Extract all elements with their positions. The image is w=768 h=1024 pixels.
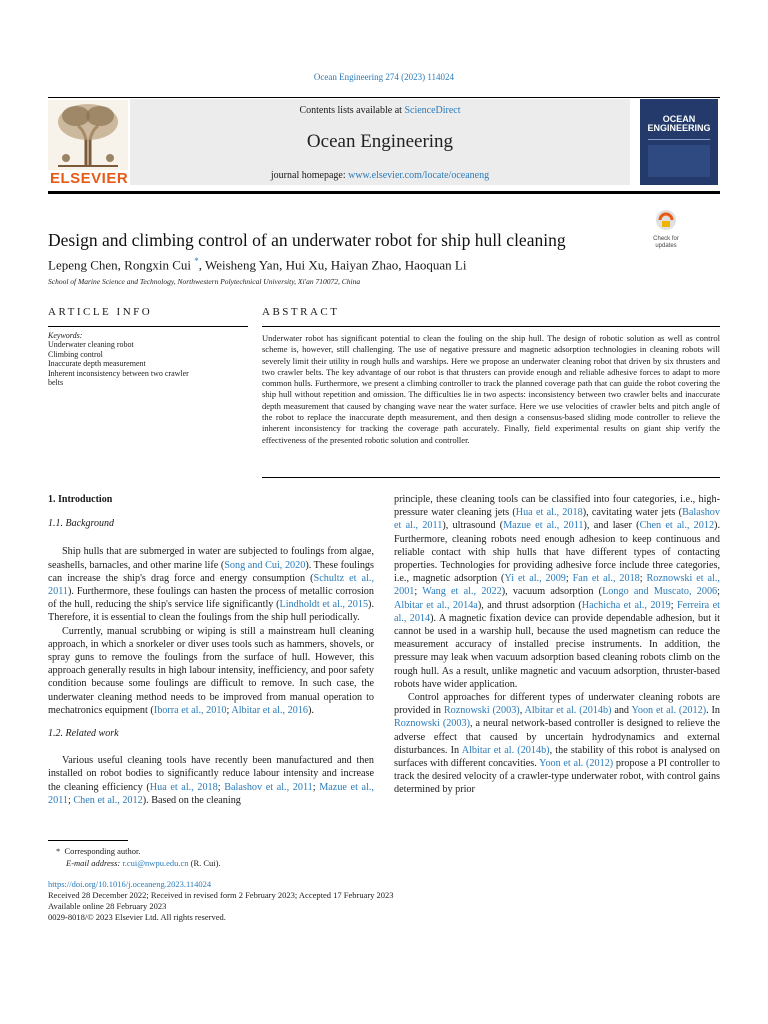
paragraph-text: ; [565,573,573,585]
email-link[interactable]: r.cui@nwpu.edu.cn [122,858,189,868]
publisher-logo-text: ELSEVIER [50,170,129,187]
paragraph-text: , the stability of this robot is analysed on surfaces with different concavities. [394,744,720,770]
citation-link[interactable]: Chen et al., 2012 [639,520,715,532]
paragraph-text: ; [639,573,647,585]
right-column [394,493,720,797]
corresponding-footnote [56,846,141,856]
paragraph-text: Control approaches for different types of underwater cleaning robots are provided in [394,692,720,717]
abstract-heading: ABSTRACT [262,306,340,318]
citation-link[interactable]: Lindholdt et al., 2015 [279,599,369,611]
paragraph-text: ; [217,781,225,793]
keyword-item: Climbing control [48,349,103,359]
section-intro-heading: 1. Introduction [48,494,113,505]
paragraph-text: ). Furthermore, cleaning robots need enough adhesion to keep continuous and reliable contact with ship hulls that have different types of contacting properties. Technologies for providing adhesive force include three categories, i.e., magnetic adsorption ( [394,520,720,585]
journal-cover[interactable] [640,99,718,185]
paragraph-text: ), and laser ( [583,520,640,532]
masthead-top-rule [48,97,720,98]
corresponding-author-mark[interactable]: * [194,256,199,266]
paragraph-text: ; [312,781,320,793]
cover-title-line2: ENGINEERING [647,123,711,133]
affiliation: School of Marine Science and Technology, Northwestern Polytechnical University, Xi'an 710072, China [48,277,361,286]
paragraph-text: ), ultrasound ( [442,520,504,532]
elsevier-logo [48,100,128,186]
paragraph-text: ). A magnetic fixation device can provide dependable adhesion, but it cannot be used in a warship hull, because the used magnetism can reduce the measurement accuracy of installed precise instruments. In addition, the pressure may leak when vacuum adsorption based cleaning robots climb on the rough hull. As a result, unlike magnetic and vacuum adsorption, thruster-based robots have wider application. [394,612,720,690]
paragraph-text: ; [68,794,74,806]
journal-citation[interactable]: Ocean Engineering 274 (2023) 114024 [313,72,455,82]
paragraph-text: Currently, manual scrubbing or wiping is still a mainstream hull cleaning approach, in which a snorkeler or diver uses tools such as hammers, shovels, or spray guns to remove the foulings from the surface of hull. However, this approach generally results in high labour intensity, inefficiency, and poor safety condition because some foulings are difficult to remove. In such case, the underwater cleaning method needs to be improved from manual operation to mechatronics equipment ( [48,625,374,716]
cover-image-area [648,145,710,177]
article-info-rule [48,326,248,327]
corresponding-text: Corresponding author. [64,846,141,856]
paragraph-text: and [611,705,632,717]
citation-link[interactable]: Roznowski (2003) [443,705,520,717]
author-list [48,256,466,273]
abstract-rule [262,326,720,327]
citation-link[interactable]: Balashov et al., 2011 [224,781,313,793]
citation-link[interactable]: Albitar et al. (2014b) [461,744,550,756]
copyright: 0029-8018/© 2023 Elsevier Ltd. All rights reserved. [48,912,226,922]
citation-link[interactable]: Yoon et al. (2012) [631,705,707,717]
email-label: E-mail address: [66,858,121,868]
available-online: Available online 28 February 2023 [48,901,167,911]
paragraph-text: ; [670,599,677,611]
citation-link[interactable]: Roznowski (2003) [394,718,470,730]
citation-link[interactable]: Albitar et al., 2016 [231,704,309,716]
paragraph-text: ). These foulings can increase the ship's drag force and energy consumption ( [48,559,374,584]
footnote-mark: * [56,846,61,856]
citation-link[interactable]: Mazue et al., 2011 [48,781,374,806]
abstract-bottom-rule [262,477,720,478]
check-updates-line2: updates [655,243,677,249]
citation-link[interactable]: Albitar et al. (2014b) [524,705,612,717]
citation-link[interactable]: Albitar et al., 2014a [394,599,478,611]
paragraph-text: ). Therefore, it is essential to clean the foulings from the ship hull periodically. [48,599,374,624]
paper-title: Design and climbing control of an underwater robot for ship hull cleaning [48,230,566,250]
paragraph-text: ), cavitating water jets ( [582,507,683,519]
paragraph-text: ; [717,586,720,598]
check-for-updates-badge[interactable] [646,209,686,249]
citation-link[interactable]: Yi et al., 2009 [504,573,566,585]
citation-link[interactable]: Chen et al., 2012 [73,794,143,806]
homepage-line [130,170,630,181]
journal-masthead [130,99,630,185]
abstract-text: Underwater robot has significant potential to clean the fouling on the ship hull. The design of robotic solution as well as control scheme is, however, still challenging. The use of negative pressure and magnetic adsorption technologies in cleaning robots will severely limit their utility in rough hulls and warships. Here we propose an underwater cleaning robot that driven by six thrusters and two crawler belts. The key advantage of our robot is that thrusters can provide enough and reliable adhesive forces to adapt to more common hulls. Furthermore, we present a climbing controller to track the planned coverage path that can guide the robot covering the ship hull without repetition and omission. The difficulties lie in two aspects: inconsistency between two crawler belts and inaccurate depth measurement that caused by changing wave near the water surface. Here we use velocities of crawler belts and pitch angle of the robot to replace the inaccurate depth measurement, and then design a consensus-based sliding mode controller to relieve the inherent inconsistency for tracking the coverage path accurately. Finally, field experimental results on giant ship verify the effectiveness of the presented robotic solution and controller. [262,333,720,445]
paragraph [48,545,374,624]
homepage-link[interactable]: www.elsevier.com/locate/oceaneng [348,170,490,181]
citation-link[interactable]: Mazue et al., 2011 [503,520,584,532]
citation-link[interactable]: Fan et al., 2018 [572,573,640,585]
authors-part2: , Weisheng Yan, Hui Xu, Haiyan Zhao, Haoquan Li [198,257,467,273]
sciencedirect-link[interactable]: ScienceDirect [404,105,461,116]
paragraph-text: . In [706,705,720,717]
citation-link[interactable]: Hua et al., 2018 [149,781,218,793]
keyword-item: Inaccurate depth measurement [48,359,146,368]
authors-part1: Lepeng Chen, Rongxin Cui [48,257,195,273]
article-history [48,879,720,923]
email-suffix: (R. Cui). [188,858,221,868]
keywords-label: Keywords: [48,331,83,340]
doi-link[interactable]: https://doi.org/10.1016/j.oceaneng.2023.114024 [48,879,212,889]
elsevier-tree-icon [48,100,128,170]
paragraph-text: Ship hulls that are submerged in water are subjected to foulings from algae, seashells, barnacles, and other marine life ( [48,546,374,571]
citation-link[interactable]: Hua et al., 2018 [515,507,583,519]
contents-line [130,105,630,116]
paragraph-text: ). [308,704,314,716]
contents-prefix: Contents lists available at [299,105,405,116]
citation-link[interactable]: Balashov et al., 2011 [394,507,720,532]
paragraph [394,691,720,797]
keyword-item: Underwater cleaning robot [48,340,134,349]
keyword-item: belts [48,378,64,387]
paragraph-text: ; [226,704,232,716]
citation-link[interactable]: Hachicha et al., 2019 [581,599,671,611]
keywords-block [48,331,248,388]
citation-link[interactable]: Schultz et al., 2011 [48,572,374,598]
email-footnote [66,858,221,868]
citation-link[interactable]: Iborra et al., 2010 [153,704,227,716]
subsection-related-work-heading: 1.2. Related work [48,728,119,740]
paragraph-text: , [519,705,525,717]
paragraph-text: ). Based on the cleaning [142,794,241,806]
paragraph-text: , a neural network-based controller is designed to relieve the adverse effect that caused by uncertain hydrodynamics and external disturbances. In [394,718,720,756]
citation-link[interactable]: Roznowski et al., 2001 [394,573,720,598]
citation-link[interactable]: Longo and Muscato, 2006 [602,586,718,598]
check-updates-icon [646,209,686,231]
paragraph [48,625,374,717]
paragraph-text: propose a PI controller to track the desired velocity of a crawler-type underwater robot, with control gains determined by prior [394,758,720,796]
masthead-bottom-rule [48,191,720,194]
left-column [48,493,374,807]
paragraph-text: ). Furthermore, these foulings can hasten the process of metallic corrosion of the hull, reducing the ship's service life significantly ( [48,586,374,611]
article-info-heading: ARTICLE INFO [48,306,153,318]
cover-title [640,115,718,133]
check-updates-line1: Check for [653,236,679,242]
paragraph-text: principle, these cleaning tools can be classified into four categories, i.e., high-pressure water cleaning jets ( [394,494,720,519]
citation-link[interactable]: Wang et al., 2022 [422,586,502,598]
citation-link[interactable]: Song and Cui, 2020 [224,559,306,571]
journal-name: Ocean Engineering [306,131,454,152]
cover-divider [648,139,710,140]
cover-title-line1: OCEAN [662,114,696,124]
paragraph [394,493,720,691]
paragraph [48,754,374,807]
paragraph-text: Various useful cleaning tools have recently been manufactured and then installed on robot bodies to significantly reduce labour intensity and increase the cleaning efficiency ( [48,755,374,793]
paragraph-text: ), and thrust adsorption ( [477,599,582,611]
footnote-rule [48,840,128,841]
paragraph-text: ), vacuum adsorption ( [501,586,603,598]
subsection-background-heading: 1.1. Background [48,518,115,530]
keyword-item: Inherent inconsistency between two crawler [48,368,189,378]
citation-link[interactable]: Ferreira et al., 2014 [394,599,720,624]
received-dates: Received 28 December 2022; Received in revised form 2 February 2023; Accepted 17 February 2023 [48,890,394,900]
paragraph-text: ; [414,586,423,598]
citation-link[interactable]: Yoon et al. (2012) [539,758,614,770]
homepage-prefix: journal homepage: [270,170,349,181]
